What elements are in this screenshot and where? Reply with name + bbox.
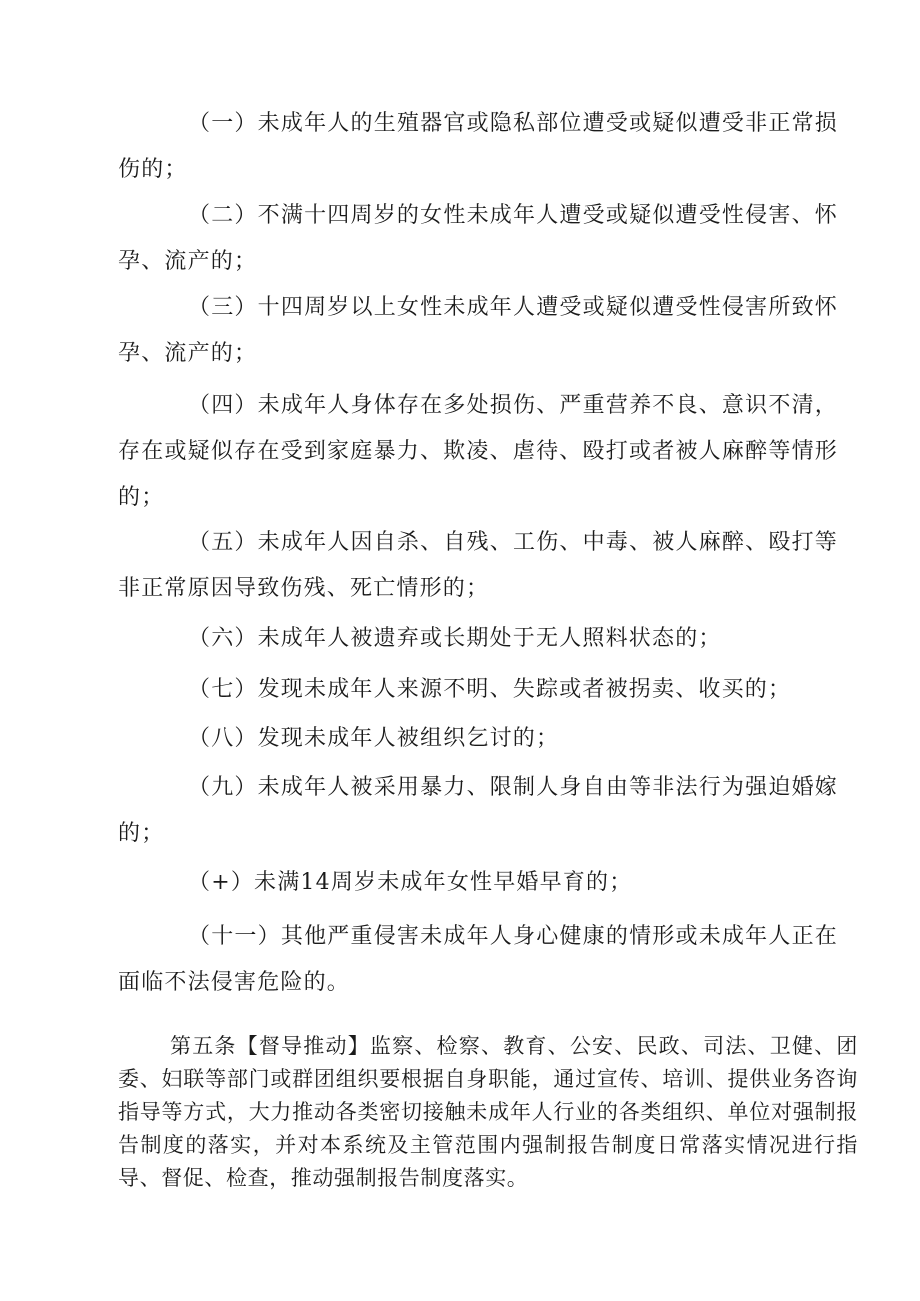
clause-1: （一）未成年人的生殖器官或隐私部位遭受或疑似遭受非正常损伤的； [118, 111, 838, 182]
clause-10: （+）未满14周岁未成年女性早婚早育的； [188, 870, 633, 895]
clause-4: （四）未成年人身体存在多处损伤、严重营养不良、意识不清，存在或疑似存在受到家庭暴力、欺凌、虐待、殴打或者被人麻醉等情形的； [118, 393, 838, 510]
clause-8: （八）发现未成年人被组织乞讨的； [188, 726, 560, 751]
clause-3: （三）十四周岁以上女性未成年人遭受或疑似遭受性侵害所致怀孕、流产的； [118, 295, 838, 366]
clause-11: （十一）其他严重侵害未成年人身心健康的情形或未成年人正在面临不法侵害危险的。 [118, 924, 838, 995]
clause-2: （二）不满十四周岁的女性未成年人遭受或疑似遭受性侵害、怀孕、流产的； [118, 203, 838, 274]
clause-7: （七）发现未成年人来源不明、失踪或者被拐卖、收买的； [188, 677, 792, 702]
clause-9: （九）未成年人被采用暴力、限制人身自由等非法行为强迫婚嫁的； [118, 775, 838, 846]
clause-5: （五）未成年人因自杀、自残、工伤、中毒、被人麻醉、殴打等非正常原因导致伤残、死亡情形的； [118, 530, 838, 601]
article-5: 第五条【督导推动】监察、检察、教育、公安、民政、司法、卫健、团委、妇联等部门或群团组织要根据自身职能，通过宣传、培训、提供业务咨询指导等方式，大力推动各类密切接触未成年人行业的各类组织、单位对强制报告制度的落实，并对本系统及主管范围内强制报告制度日常落实情况进行指导、督促、检查，推动强制报告制度落实。 [118, 1034, 858, 1190]
clause-6: （六）未成年人被遗弃或长期处于无人照料状态的； [188, 626, 722, 651]
